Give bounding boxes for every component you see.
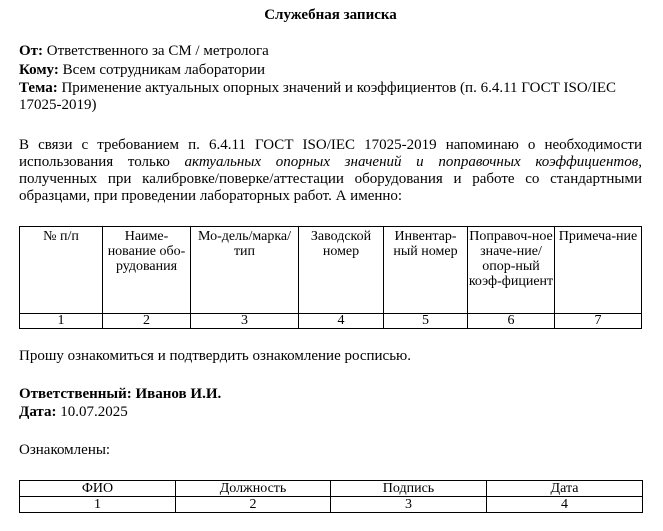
table-cell: 4 — [299, 314, 384, 329]
equipment-table-header — [20, 227, 642, 314]
from-line — [19, 43, 642, 60]
intro-part2: , полученных при калибровке/поверке/аттестации оборудования и работе со стандартными образцами, при проведении лабораторных работ. А именно: — [19, 154, 642, 204]
subject-value: Применение актуальных опорных значений и коэффициентов (п. 6.4.11 ГОСТ ISO/IEC 17025-2019) — [19, 80, 617, 113]
table-cell: 6 — [468, 314, 555, 329]
acquainted-label: Ознакомлены: — [19, 442, 111, 458]
acquaintance-table-header — [20, 481, 643, 497]
table-cell: 4 — [487, 497, 643, 513]
subject-label: Тема: — [19, 80, 58, 96]
to-value: Всем сотрудникам лаборатории — [58, 62, 266, 78]
col-inventory-header: Инвентар-ный номер — [384, 227, 468, 314]
col-equipment-name-header: Наиме-нование обо-рудования — [103, 227, 191, 314]
intro-paragraph — [19, 137, 642, 205]
date-line — [19, 404, 642, 421]
col-note-header: Примеча-ние — [555, 227, 642, 314]
col-correction-header: Поправоч-ное значе-ние/опор-ный коэф-фициент — [468, 227, 555, 314]
equipment-table-numbering-row — [20, 314, 642, 329]
table-cell: 1 — [20, 314, 103, 329]
col-signature-header: Подпись — [331, 481, 487, 497]
from-value: Ответственного за СМ / метролога — [43, 43, 269, 59]
col-serial-header: Заводской номер — [299, 227, 384, 314]
from-label: От: — [19, 43, 44, 59]
date-label: Дата: — [19, 404, 57, 420]
col-model-header: Мо-дель/марка/тип — [191, 227, 299, 314]
to-line — [19, 62, 642, 79]
intro-emphasis: актуальных опорных значений и поправочных коэффициентов — [184, 154, 639, 170]
table-cell: 3 — [331, 497, 487, 513]
request-text: Прошу ознакомиться и подтвердить ознакомление росписью. — [19, 348, 412, 364]
col-number-header: № п/п — [20, 227, 103, 314]
table-cell: 1 — [20, 497, 176, 513]
table-cell: 2 — [176, 497, 331, 513]
intro-part1: В связи с требованием п. 6.4.11 ГОСТ ISO/IEC 17025-2019 напоминаю о необходимости использования только — [19, 137, 642, 170]
table-cell: 7 — [555, 314, 642, 329]
acquaintance-table — [19, 480, 643, 513]
col-date-header: Дата — [487, 481, 643, 497]
table-cell: 3 — [191, 314, 299, 329]
col-fio-header: ФИО — [20, 481, 176, 497]
table-cell: 5 — [384, 314, 468, 329]
memo-title: Служебная записка — [264, 7, 397, 23]
table-cell: 2 — [103, 314, 191, 329]
acquaintance-table-numbering-row — [20, 497, 643, 513]
date-value: 10.07.2025 — [56, 404, 128, 420]
subject-line — [19, 80, 642, 114]
responsible-line: Ответственный: Иванов И.И. — [19, 386, 222, 402]
to-label: Кому: — [19, 62, 59, 78]
equipment-table — [19, 226, 642, 329]
col-position-header: Должность — [176, 481, 331, 497]
